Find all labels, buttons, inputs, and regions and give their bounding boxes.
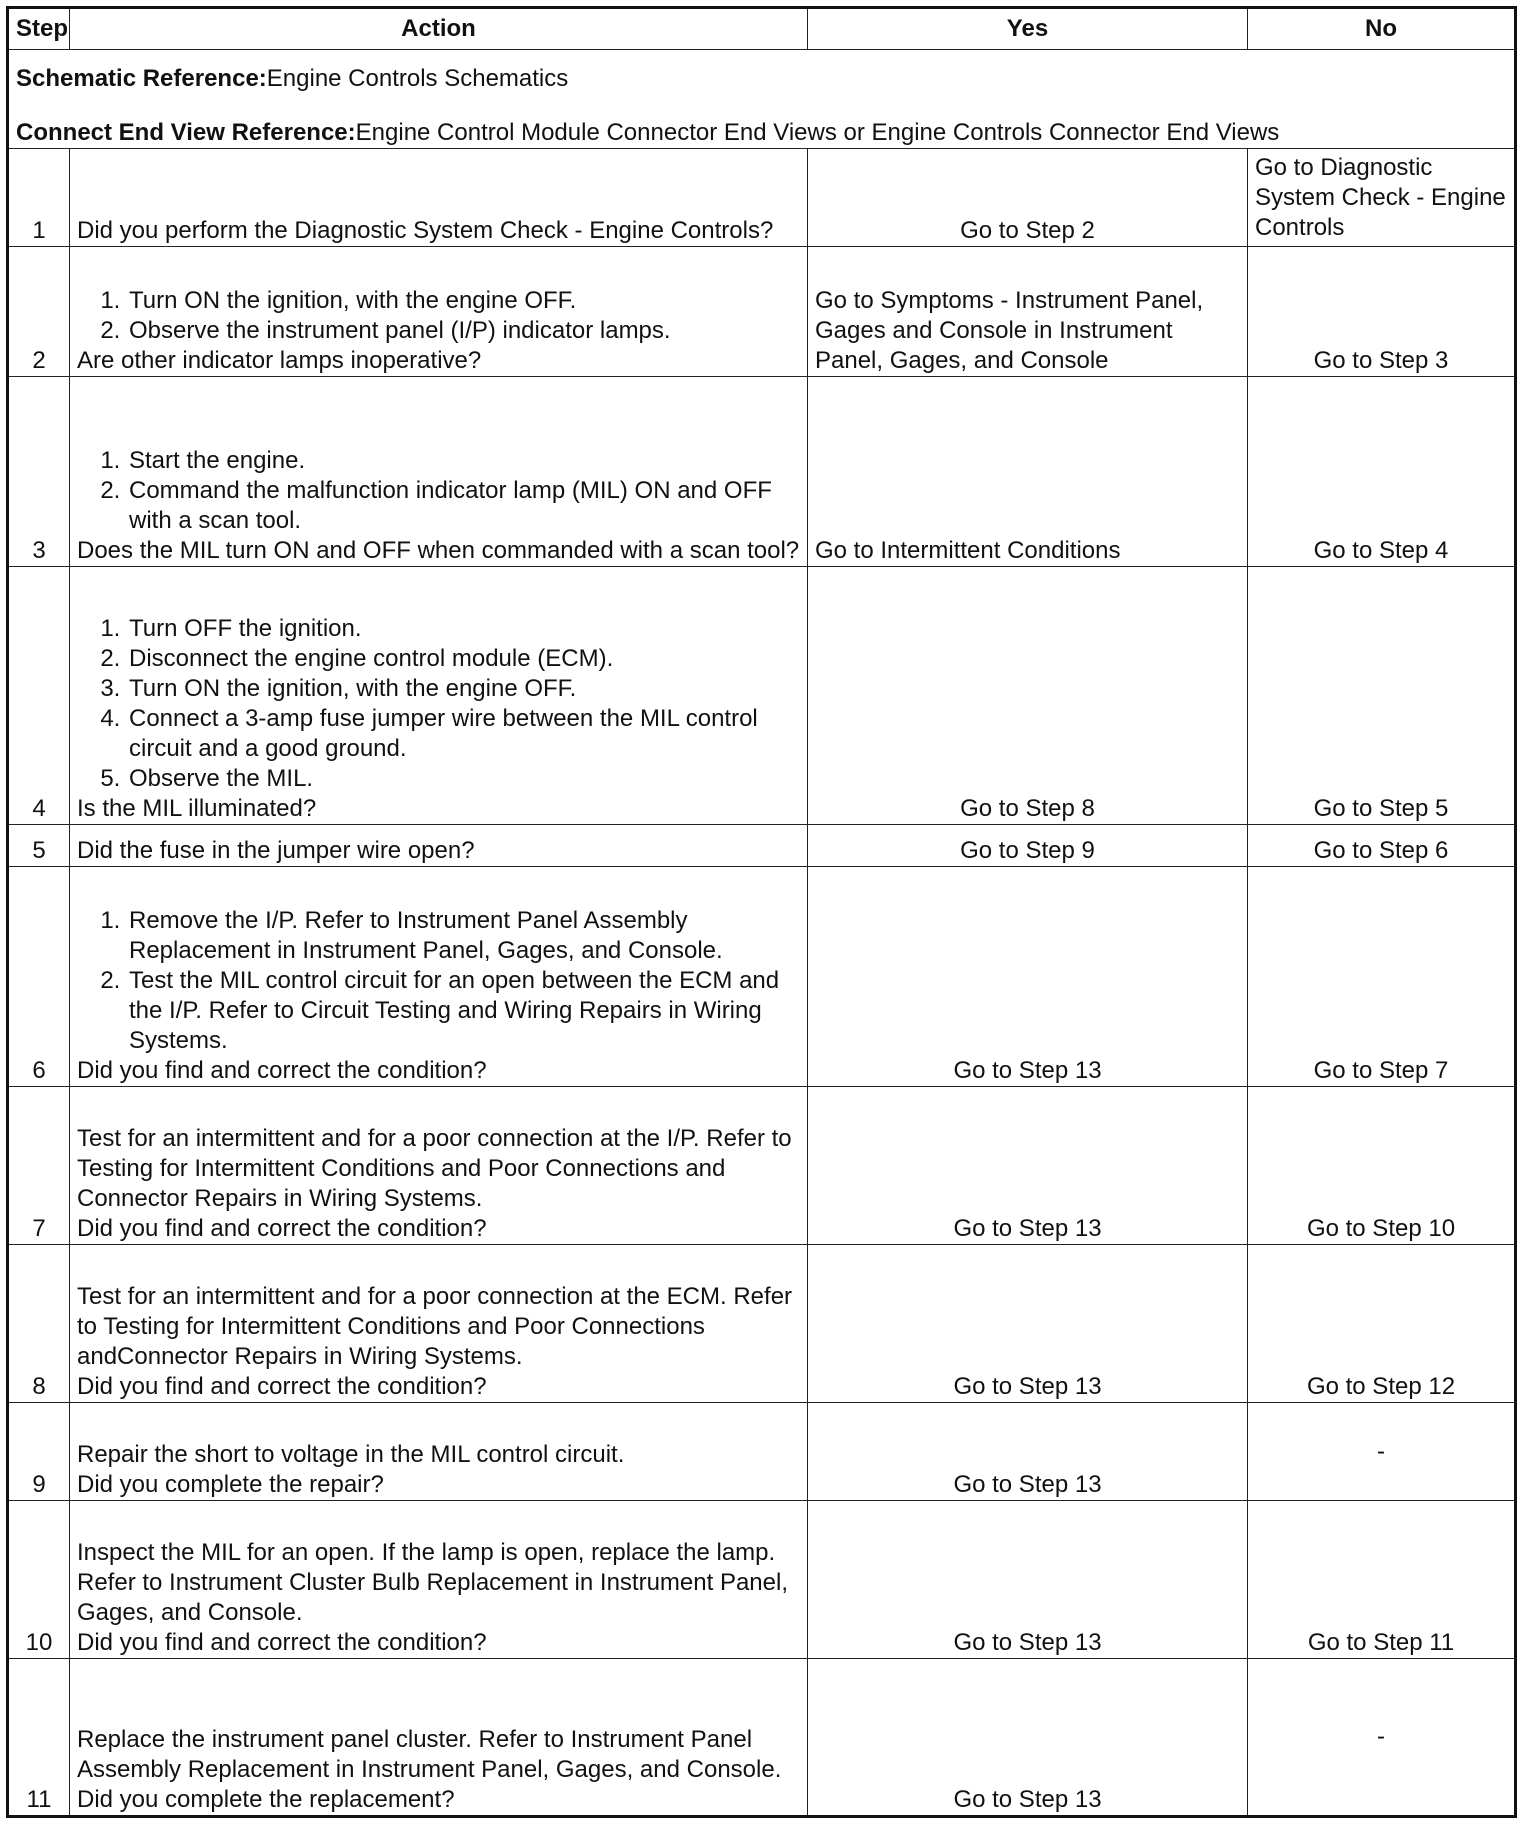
- step-number: 6: [8, 867, 70, 1087]
- action-cell: [70, 1659, 808, 1817]
- header-action: Action: [70, 8, 808, 50]
- header-step: Step: [8, 8, 70, 50]
- step-number: 8: [8, 1245, 70, 1403]
- reference-cell: [8, 50, 1516, 149]
- yes-cell: Go to Step 13: [808, 1501, 1248, 1659]
- no-cell: Go to Step 4: [1248, 377, 1516, 567]
- step-number: 7: [8, 1087, 70, 1245]
- table-row: [8, 825, 1516, 867]
- action-cell: [70, 377, 808, 567]
- schematic-reference-value: Engine Controls Schematics: [266, 65, 569, 92]
- yes-cell: Go to Step 9: [808, 825, 1248, 867]
- action-text: Did you perform the Diagnostic System Check - Engine Controls?: [77, 217, 774, 244]
- step-number: 11: [8, 1659, 70, 1817]
- action-question: Did you complete the repair?: [77, 1471, 384, 1498]
- no-cell: Go to Step 11: [1248, 1501, 1516, 1659]
- no-cell: Go to Step 5: [1248, 567, 1516, 825]
- yes-cell: Go to Step 13: [808, 1659, 1248, 1817]
- action-step: 2. Disconnect the engine control module (ECM).: [127, 644, 800, 674]
- header-yes: Yes: [808, 8, 1248, 50]
- diagnostic-table-sheet: [6, 6, 1514, 1818]
- step-number: 10: [8, 1501, 70, 1659]
- action-step: 2. Test the MIL control circuit for an open between the ECM and the I/P. Refer to Circuit Testing and Wiring Repairs in Wiring Systems.: [127, 966, 800, 1056]
- action-question: Did you find and correct the condition?: [77, 1629, 487, 1656]
- no-cell: Go to Step 6: [1248, 825, 1516, 867]
- no-cell: Go to Step 10: [1248, 1087, 1516, 1245]
- reference-row: [8, 50, 1516, 149]
- step-number: 1: [8, 149, 70, 247]
- action-question: Did you complete the replacement?: [77, 1786, 455, 1813]
- action-cell: [70, 825, 808, 867]
- action-step: 2. Command the malfunction indicator lamp (MIL) ON and OFF with a scan tool.: [127, 476, 800, 536]
- connector-reference: [16, 118, 1507, 148]
- action-question: Did you find and correct the condition?: [77, 1215, 487, 1242]
- diagnostic-table: [6, 6, 1517, 1818]
- table-row: [8, 867, 1516, 1087]
- action-step: 2. Observe the instrument panel (I/P) indicator lamps.: [127, 316, 800, 346]
- action-step: 1. Start the engine.: [127, 446, 800, 476]
- action-question: Did you find and correct the condition?: [77, 1057, 487, 1084]
- header-row: [8, 8, 1516, 50]
- no-cell: -: [1248, 1659, 1516, 1817]
- action-question: Is the MIL illuminated?: [77, 795, 317, 822]
- yes-cell: Go to Step 13: [808, 1087, 1248, 1245]
- step-number: 3: [8, 377, 70, 567]
- action-cell: [70, 1403, 808, 1501]
- table-row: [8, 1501, 1516, 1659]
- action-cell: [70, 149, 808, 247]
- action-cell: [70, 1245, 808, 1403]
- yes-cell: Go to Symptoms - Instrument Panel, Gages and Console in Instrument Panel, Gages, and Console: [808, 247, 1248, 377]
- action-question: Does the MIL turn ON and OFF when commanded with a scan tool?: [77, 537, 800, 564]
- table-row: [8, 149, 1516, 247]
- connector-reference-label: Connect End View Reference:: [16, 119, 356, 146]
- action-text: Replace the instrument panel cluster. Refer to Instrument Panel Assembly Replacement in Instrument Panel, Gages, and Console.: [77, 1726, 782, 1783]
- action-text: Test for an intermittent and for a poor connection at the I/P. Refer to Testing for Intermittent Conditions and Poor Connections and Connector Repairs in Wiring Systems.: [77, 1125, 792, 1212]
- step-number: 5: [8, 825, 70, 867]
- action-step: 4. Connect a 3-amp fuse jumper wire between the MIL control circuit and a good ground.: [127, 704, 800, 764]
- action-cell: [70, 1501, 808, 1659]
- table-row: [8, 567, 1516, 825]
- step-number: 4: [8, 567, 70, 825]
- action-question: Are other indicator lamps inoperative?: [77, 347, 482, 374]
- table-row: [8, 1087, 1516, 1245]
- yes-cell: Go to Intermittent Conditions: [808, 377, 1248, 567]
- action-step: 1. Turn OFF the ignition.: [127, 614, 800, 644]
- action-step: 5. Observe the MIL.: [127, 764, 800, 794]
- schematic-reference-label: Schematic Reference:: [16, 65, 267, 92]
- action-steps: [77, 286, 800, 346]
- schematic-reference: [16, 64, 1507, 94]
- table-row: [8, 1245, 1516, 1403]
- action-question: Did you find and correct the condition?: [77, 1373, 487, 1400]
- table-row: [8, 1659, 1516, 1817]
- table-row: [8, 247, 1516, 377]
- action-step: 3. Turn ON the ignition, with the engine OFF.: [127, 674, 800, 704]
- action-cell: [70, 567, 808, 825]
- yes-cell: Go to Step 2: [808, 149, 1248, 247]
- no-cell: -: [1248, 1403, 1516, 1501]
- action-cell: [70, 247, 808, 377]
- action-text: Repair the short to voltage in the MIL control circuit.: [77, 1441, 625, 1468]
- table-row: [8, 377, 1516, 567]
- yes-cell: Go to Step 13: [808, 1245, 1248, 1403]
- yes-cell: Go to Step 13: [808, 1403, 1248, 1501]
- yes-cell: Go to Step 8: [808, 567, 1248, 825]
- header-no: No: [1248, 8, 1516, 50]
- connector-reference-value: Engine Control Module Connector End Views or Engine Controls Connector End Views: [355, 119, 1280, 146]
- no-cell: Go to Step 3: [1248, 247, 1516, 377]
- table-row: [8, 1403, 1516, 1501]
- action-steps: [77, 614, 800, 794]
- action-cell: [70, 1087, 808, 1245]
- action-text: Did the fuse in the jumper wire open?: [77, 837, 475, 864]
- action-steps: [77, 906, 800, 1056]
- step-number: 9: [8, 1403, 70, 1501]
- action-step: 1. Turn ON the ignition, with the engine OFF.: [127, 286, 800, 316]
- action-steps: [77, 446, 800, 536]
- action-step: 1. Remove the I/P. Refer to Instrument Panel Assembly Replacement in Instrument Panel, Gages, and Console.: [127, 906, 800, 966]
- action-cell: [70, 867, 808, 1087]
- yes-cell: Go to Step 13: [808, 867, 1248, 1087]
- action-text: Inspect the MIL for an open. If the lamp is open, replace the lamp. Refer to Instrument Cluster Bulb Replacement in Instrument Panel, Gages, and Console.: [77, 1539, 788, 1626]
- action-text: Test for an intermittent and for a poor connection at the ECM. Refer to Testing for Intermittent Conditions and Poor Connections andConnector Repairs in Wiring Systems.: [77, 1283, 793, 1370]
- no-cell: Go to Diagnostic System Check - Engine Controls: [1248, 149, 1516, 247]
- no-cell: Go to Step 7: [1248, 867, 1516, 1087]
- no-cell: Go to Step 12: [1248, 1245, 1516, 1403]
- step-number: 2: [8, 247, 70, 377]
